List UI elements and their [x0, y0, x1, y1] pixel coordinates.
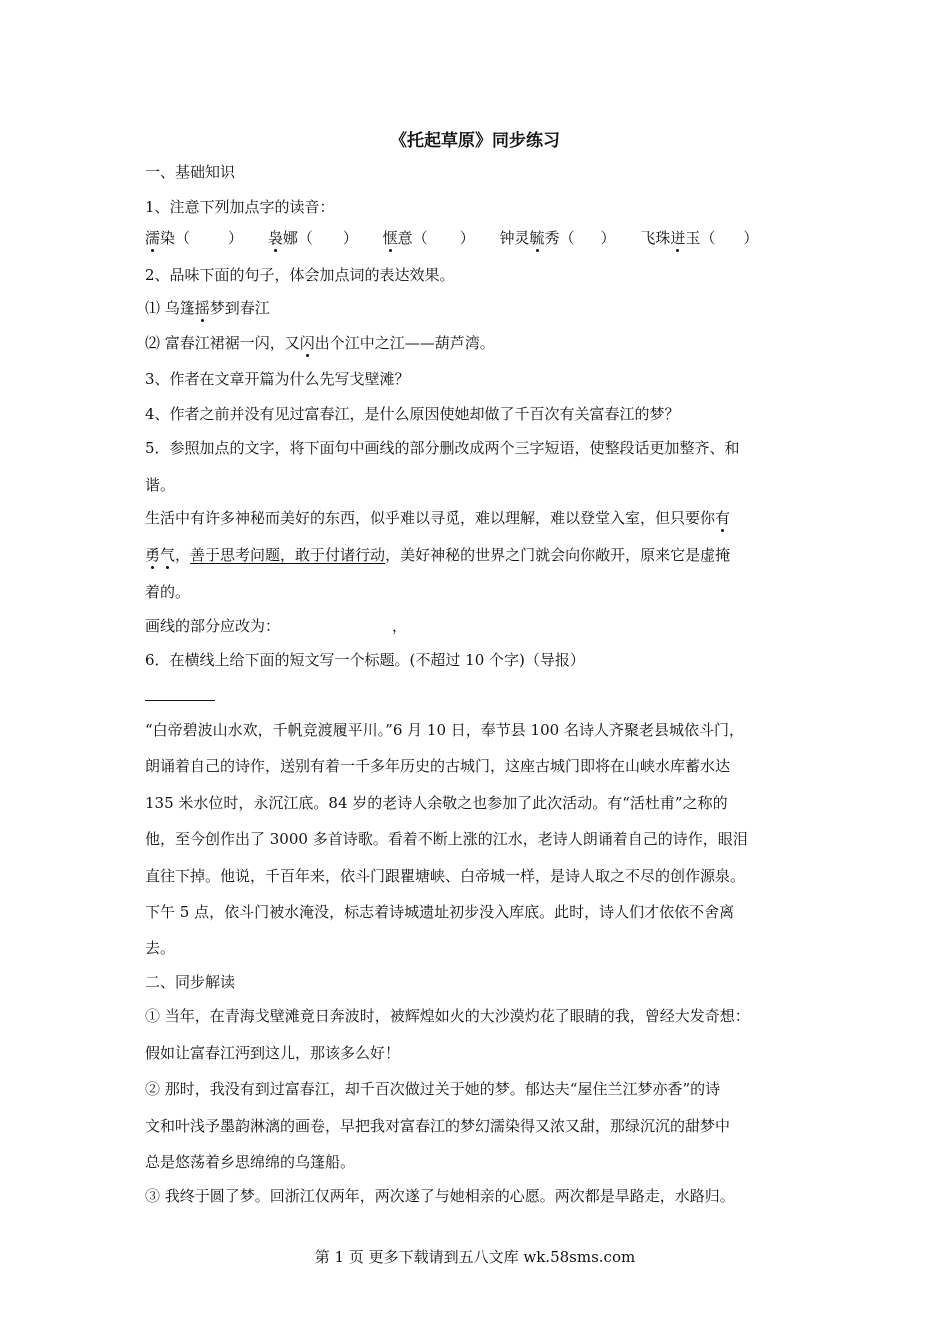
reading-line: 文和叶浅予墨韵淋漓的画卷，早把我对富春江的梦幻濡染得又浓又甜，那绿沉沉的甜梦中 — [145, 1117, 731, 1135]
pronunciation-item: 惬意（ ） — [382, 229, 475, 247]
reading-line: ② 那时，我没有到过富春江，却千百次做过关于她的梦。郁达夫“屋住兰江梦亦香”的诗 — [145, 1080, 721, 1098]
question-2-prompt: 2、品味下面的句子，体会加点词的表达效果。 — [145, 266, 455, 284]
question-2-sentence-1: ⑴ 乌篷摇梦到春江 — [145, 299, 270, 317]
question-3: 3、作者在文章开篇为什么先写戈壁滩？ — [145, 370, 410, 388]
pronunciation-item: 濡染（ ） — [145, 229, 244, 247]
question-4: 4、作者之前并没有见过富春江，是什么原因使她却做了千百次有关富春江的梦？ — [145, 405, 680, 423]
reading-line: 假如让富春江沔到这儿，那该多么好！ — [145, 1044, 401, 1062]
question-5-passage-line-1: 生活中有许多神秘而美好的东西，似乎难以寻觅，难以理解，难以登堂入室，但只要你有 — [145, 509, 731, 527]
dotted-char: 闪 — [299, 334, 315, 352]
dotted-char: 惬 — [382, 229, 398, 247]
question-1-prompt: 1、注意下列加点字的读音： — [145, 198, 335, 216]
question-5-passage-line-3: 着的。 — [145, 583, 191, 601]
pronunciation-item: 钟灵毓秀（ ） — [499, 229, 616, 247]
passage-line: 去。 — [145, 939, 176, 957]
question-5-line-1: 5．参照加点的文字，将下面句中画线的部分删改成两个三字短语，使整段话更加整齐、和 — [145, 439, 740, 457]
page-footer: 第 1 页 更多下载请到五八文库 wk.58sms.com — [314, 1248, 636, 1266]
passage-line: 135 米水位时，永沉江底。84 岁的老诗人余敬之也参加了此次活动。有“活杜甫”之称的 — [145, 794, 728, 812]
question-5-passage-line-2: 勇气，善于思考问题，敢于付诸行动，美好神秘的世界之门就会向你敞开，原来它是虚掩 — [145, 546, 731, 564]
dotted-char: 迸 — [670, 229, 686, 247]
passage-line: 直往下掉。他说，千百年来，依斗门跟瞿塘峡、白帝城一样，是诗人取之不尽的创作源泉。 — [145, 867, 746, 885]
question-1-items — [145, 228, 815, 248]
section-heading-basics: 一、基础知识 — [145, 163, 236, 181]
reading-line: 总是悠荡着乡思绵绵的乌篷船。 — [145, 1153, 356, 1171]
question-6-prompt: 6．在横线上给下面的短文写一个标题。(不超过 10 个字)（导报） — [145, 651, 585, 669]
pronunciation-item: 袅娜（ ） — [267, 229, 358, 247]
title-blank-line — [145, 700, 215, 701]
passage-line: “白帝碧波山水欢，千帆竞渡履平川。”6 月 10 日，奉节县 100 名诗人齐聚老县城依斗门， — [145, 721, 744, 739]
dotted-char: 有 — [715, 509, 731, 527]
question-5-answer-line: 画线的部分应改为： ， — [145, 617, 408, 635]
dotted-char: 袅 — [267, 229, 283, 247]
dotted-char: 毓 — [529, 229, 545, 247]
underlined-phrase: 善于思考问题，敢于付诸行动 — [190, 546, 386, 564]
passage-line: 朗诵着自己的诗作，送别有着一千多年历史的古城门，这座古城门即将在山峡水库蓄水达 — [145, 757, 731, 775]
passage-line: 他，至今创作出了 3000 多首诗歌。看着不断上涨的江水，老诗人朗诵着自己的诗作，眼泪 — [145, 830, 748, 848]
pronunciation-item: 飞珠迸玉（ ） — [640, 229, 759, 247]
reading-line: ③ 我终于圆了梦。回浙江仅两年，两次遂了与她相亲的心愿。两次都是旱路走，水路归。 — [145, 1187, 735, 1205]
question-2-sentence-2: ⑵ 富春江裙裾一闪，又闪出个江中之江——葫芦湾。 — [145, 334, 495, 352]
passage-line: 下午 5 点，依斗门被水淹没，标志着诗城遗址初步没入库底。此时，诗人们才依依不舍离 — [145, 903, 735, 921]
document-title: 《托起草原》同步练习 — [390, 131, 560, 151]
dotted-char: 气 — [160, 546, 176, 564]
section-heading-reading: 二、同步解读 — [145, 973, 236, 991]
question-5-line-2: 谐。 — [145, 476, 176, 494]
dotted-char: 摇 — [194, 299, 210, 317]
dotted-char: 濡 — [145, 229, 161, 247]
reading-line: ① 当年，在青海戈壁滩竟日奔波时，被辉煌如火的大沙漠灼花了眼睛的我，曾经大发奇想： — [145, 1007, 750, 1025]
dotted-char: 勇 — [145, 546, 161, 564]
